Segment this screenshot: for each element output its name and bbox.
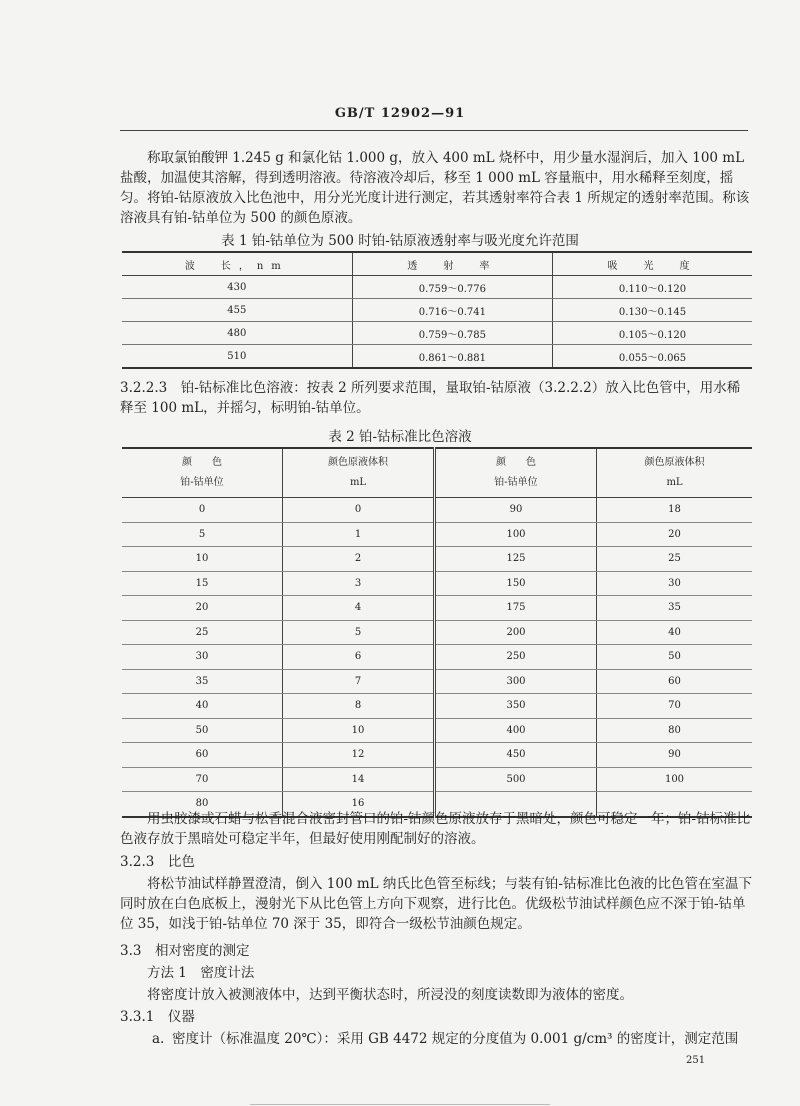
- t2-header-color-2: [435, 448, 597, 498]
- page-number: 251: [686, 1055, 706, 1066]
- t2-cell: 100: [435, 522, 597, 547]
- paragraph-3: 用虫胶漆或石蜡与松香混合液密封管口的铂-钴颜色原液放存于黑暗处，颜色可稳定一年；铂-钴标准比色液存放于黑暗处可稳定半年，但最好使用刚配制好的溶液。: [120, 811, 751, 847]
- t1-header-wavelength: 波 长，nm: [122, 252, 352, 276]
- t2-cell: 300: [435, 669, 597, 694]
- t2-cell: 50: [597, 645, 753, 670]
- t1-cell: 0.055～0.065: [553, 345, 752, 369]
- t2-cell: 25: [122, 620, 283, 645]
- t2-cell: 500: [435, 767, 597, 792]
- t2-cell: 40: [122, 694, 283, 719]
- t2-cell: 450: [435, 743, 597, 768]
- t2-cell: 2: [283, 547, 435, 572]
- section-3-2-3-title: 3.2.3 比色: [120, 854, 195, 870]
- t2-cell: 60: [122, 743, 283, 768]
- t2-cell: 5: [283, 620, 435, 645]
- t2-h-vol-a: 颜色原液体积: [328, 457, 388, 468]
- t2-cell: 40: [597, 620, 753, 645]
- t2-h-color-a: 颜 色: [496, 457, 536, 468]
- table-row: [122, 345, 752, 369]
- table-row: [122, 620, 752, 645]
- t2-cell: 18: [597, 498, 753, 523]
- t2-cell: 0: [283, 498, 435, 523]
- t2-cell: 30: [122, 645, 283, 670]
- list-item-a-text: 密度计（标准温度 20℃）：采用 GB 4472 规定的分度值为 0.001 g/cm³ 的密度计，测定范围: [172, 1031, 739, 1047]
- t2-h-vol-b: mL: [666, 477, 683, 488]
- table-row: [122, 718, 752, 743]
- t1-cell: 455: [122, 299, 352, 322]
- t2-cell: 150: [435, 571, 597, 596]
- page-header: GB/T 12902—91: [334, 106, 466, 121]
- t2-cell: 20: [597, 522, 753, 547]
- table-row: [122, 743, 752, 768]
- t2-cell: 175: [435, 596, 597, 621]
- t2-cell: 12: [283, 743, 435, 768]
- paragraph-5: 将密度计放入被测液体中，达到平衡状态时，所浸没的刻度读数即为液体的密度。: [147, 987, 633, 1003]
- paragraph-2: 将铂-钴原液放入比色池中，用分光光度计进行测定，若其透射率符合表 1 所规定的透射率范围。称该溶液具有铂-钴单位为 500 的颜色原液。: [120, 190, 750, 226]
- table-2: [122, 447, 752, 818]
- t2-cell: 6: [283, 645, 435, 670]
- t2-cell: 70: [122, 767, 283, 792]
- t2-cell: 80: [597, 718, 753, 743]
- table-row: [122, 596, 752, 621]
- t1-cell: 0.759～0.785: [352, 322, 552, 345]
- t2-cell: 7: [283, 669, 435, 694]
- table-row: [122, 645, 752, 670]
- t2-cell: 30: [597, 571, 753, 596]
- section-3-3-1-title: 3.3.1 仪器: [120, 1009, 195, 1025]
- t2-cell: 3: [283, 571, 435, 596]
- t2-cell: 60: [597, 669, 753, 694]
- paragraph-1: 称取氯铂酸钾 1.245 g 和氯化钴 1.000 g，放入 400 mL 烧杯中，用少量水湿润后，加入 100 mL 盐酸，加温使其溶解，得到透明溶液。待溶液冷却后，移至 1 000 mL 容量瓶中，用水稀释至刻度，摇匀。: [120, 150, 745, 206]
- table-row: [122, 669, 752, 694]
- table-row: [122, 522, 752, 547]
- t2-header-volume: [283, 448, 435, 498]
- t1-cell: 480: [122, 322, 352, 345]
- t2-cell: 250: [435, 645, 597, 670]
- t2-cell: 100: [597, 767, 753, 792]
- t1-cell: 0.759～0.776: [352, 276, 552, 299]
- table-row: [122, 276, 752, 299]
- t2-h-vol-a: 颜色原液体积: [644, 457, 705, 468]
- t2-h-color-b: 铂-钴单位: [494, 477, 538, 488]
- t2-cell: 16: [283, 792, 435, 817]
- t2-h-vol-b: mL: [349, 477, 367, 488]
- t2-cell: 25: [597, 547, 753, 572]
- t2-cell: 0: [122, 498, 283, 523]
- t2-cell: 14: [283, 767, 435, 792]
- t2-cell: 35: [597, 596, 753, 621]
- t1-cell: 0.861～0.881: [352, 345, 552, 369]
- t2-cell: 90: [597, 743, 753, 768]
- t2-cell: 70: [597, 694, 753, 719]
- header-rule: [120, 130, 748, 131]
- footer-rule: [250, 1104, 550, 1105]
- t2-cell: 80: [122, 792, 283, 817]
- table-row: [122, 571, 752, 596]
- t1-cell: 0.716～0.741: [352, 299, 552, 322]
- t2-cell: 350: [435, 694, 597, 719]
- t2-cell: 4: [283, 596, 435, 621]
- t2-cell: 400: [435, 718, 597, 743]
- t2-cell: 20: [122, 596, 283, 621]
- t1-cell: 430: [122, 276, 352, 299]
- method-1-title: 方法 1 密度计法: [147, 965, 255, 981]
- t2-header-volume-2: [597, 448, 753, 498]
- table-row: [122, 694, 752, 719]
- t1-header-absorbance: 吸 光 度: [553, 252, 752, 276]
- t2-cell: 125: [435, 547, 597, 572]
- section-3-3-title: 3.3 相对密度的测定: [120, 943, 250, 959]
- t2-cell: 35: [122, 669, 283, 694]
- t1-cell: 0.130～0.145: [553, 299, 752, 322]
- t2-header-color: [122, 448, 283, 498]
- list-item-a-label: a.: [152, 1031, 165, 1047]
- t2-cell: 90: [435, 498, 597, 523]
- paragraph-4: 将松节油试样静置澄清，倒入 100 mL 纳氏比色管至标线；与装有铂-钴标准比色液的比色管在室温下同时放在白色底板上，漫射光下从比色管上方向下观察，进行比色。优级松节油试样颜色应不深于铂-钴单位 35，如浅于铂-钴单位 70 深于 35，即符合一级松节油颜色规定。: [120, 876, 752, 932]
- t1-cell: 0.110～0.120: [553, 276, 752, 299]
- table-2-caption: 表 2 铂-钴标准比色溶液: [328, 429, 472, 445]
- t2-cell: 10: [283, 718, 435, 743]
- table-1-caption: 表 1 铂-钴单位为 500 时铂-钴原液透射率与吸光度允许范围: [221, 233, 579, 249]
- t2-cell: 5: [122, 522, 283, 547]
- t2-cell: 200: [435, 620, 597, 645]
- table-row: [122, 547, 752, 572]
- t1-header-transmittance: 透 射 率: [352, 252, 552, 276]
- t2-cell: 10: [122, 547, 283, 572]
- t1-cell: 510: [122, 345, 352, 369]
- table-row: [122, 299, 752, 322]
- t2-h-color-b: 铂-钴单位: [180, 477, 224, 488]
- table-1: [122, 251, 752, 369]
- section-3-2-2-3: 3.2.2.3 铂-钴标准比色溶液：按表 2 所列要求范围，量取铂-钴原液（3.2.2.2）放入比色管中，用水稀释至 100 mL，并摇匀，标明铂-钴单位。: [120, 380, 741, 416]
- t2-cell: 15: [122, 571, 283, 596]
- t1-cell: 0.105～0.120: [553, 322, 752, 345]
- table-row: [122, 767, 752, 792]
- table-row: [122, 498, 752, 523]
- t2-cell: 1: [283, 522, 435, 547]
- t2-h-color-a: 颜 色: [182, 457, 222, 468]
- t2-cell: 50: [122, 718, 283, 743]
- table-row: [122, 322, 752, 345]
- t2-cell: 8: [283, 694, 435, 719]
